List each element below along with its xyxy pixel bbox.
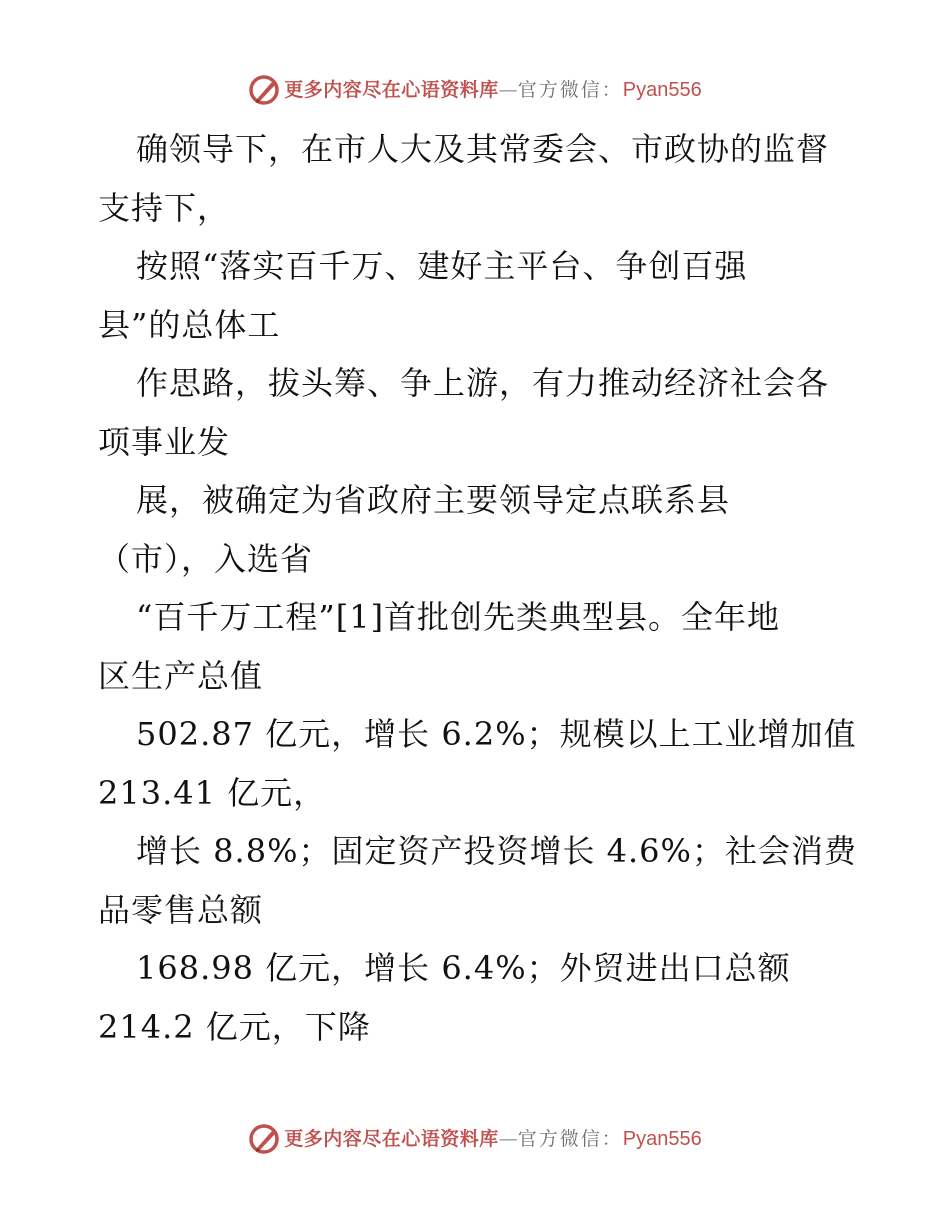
banner-dash: — [498,1128,518,1150]
text-line: 增长 8.8%；固定资产投资增长 4.6%；社会消费 [136,832,857,870]
text-line: 213.41 亿元， [98,773,327,812]
banner-wechat-id: Pyan556 [622,79,702,101]
text-line: （市），入选省 [98,539,314,578]
banner-title: 更多内容尽在心语资料库 [284,1128,499,1150]
text-line: 项事业发 [98,422,231,461]
pen-logo-icon [248,74,280,106]
text-line: 按照“落实百千万、建好主平台、争创百强 [136,247,748,285]
text-line: 确领导下，在市人大及其常委会、市政协的监督 [136,130,830,168]
footer-banner [0,1119,950,1159]
document-body [98,120,868,1056]
text-line: 214.2 亿元，下降 [98,1007,371,1046]
text-line: 县”的总体工 [98,305,281,344]
banner-wechat-id: Pyan556 [622,1128,702,1150]
text-line: 502.87 亿元，增长 6.2%；规模以上工业增加值 [136,715,857,753]
pen-logo-icon [248,1123,280,1155]
text-line: “百千万工程”[1]首批创先类典型县。全年地 [136,598,781,636]
text-line: 区生产总值 [98,656,264,695]
header-banner [0,70,950,110]
text-line: 168.98 亿元，增长 6.4%；外贸进出口总额 [136,949,791,987]
text-line: 品零售总额 [98,890,264,929]
text-line: 支持下， [98,188,231,227]
text-line: 展，被确定为省政府主要领导定点联系县 [136,481,731,519]
text-line: 作思路，拔头筹、争上游，有力推动经济社会各 [136,364,830,402]
banner-wechat-label: 官方微信： [517,79,623,101]
banner-wechat-label: 官方微信： [517,1128,623,1150]
banner-dash: — [498,79,518,101]
banner-title: 更多内容尽在心语资料库 [284,79,499,101]
